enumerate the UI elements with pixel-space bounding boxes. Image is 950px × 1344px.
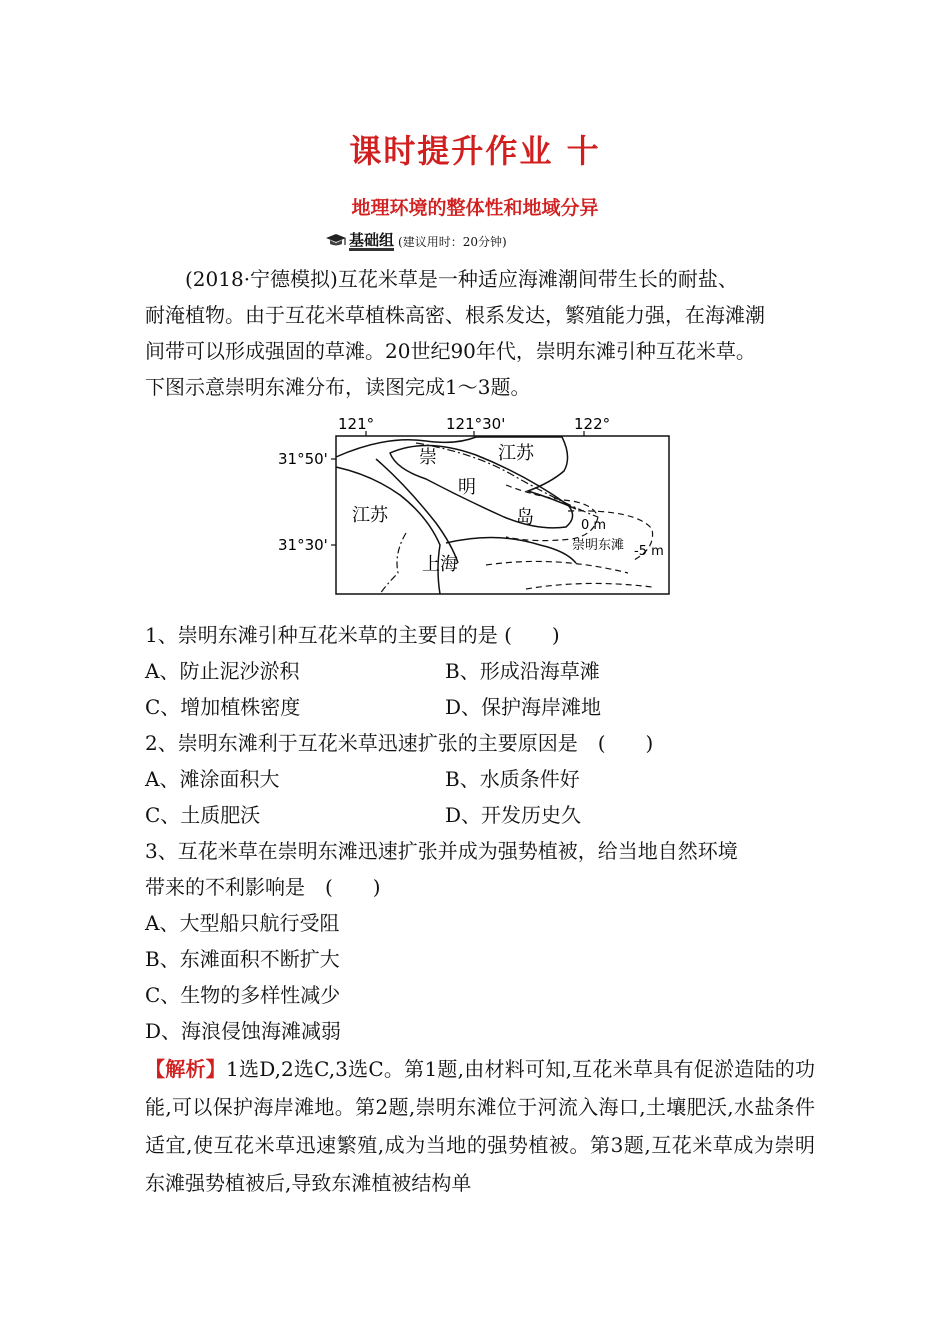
option: D、开发历史久 [445, 803, 582, 827]
longitude-label: 121°30' [446, 415, 506, 433]
island-label: 岛 [516, 507, 534, 528]
region-label-jiangsu: 江苏 [498, 443, 534, 464]
intro-passage [145, 261, 825, 405]
shanghai-coastline [446, 537, 576, 563]
option: D、保护海岸滩地 [445, 695, 602, 719]
group-name: 基础组 [349, 230, 395, 249]
option: B、水质条件好 [445, 767, 580, 791]
chongming-map [276, 413, 672, 601]
page-title: 课时提升作业 十 [349, 132, 601, 170]
option: A、滩涂面积大 [145, 767, 280, 791]
option: B、形成沿海草滩 [445, 659, 600, 683]
option-row [145, 689, 825, 725]
region-label-jiangsu: 江苏 [352, 505, 388, 526]
chongming-island [390, 445, 573, 527]
island-label: 明 [458, 477, 476, 498]
isobath-line [486, 561, 628, 573]
isobath-line [526, 583, 652, 589]
question-stem: 3、互花米草在崇明东滩迅速扩张并成为强势植被，给当地自然环境 [145, 839, 738, 863]
option-row [145, 653, 825, 689]
option: A、防止泥沙淤积 [145, 659, 300, 683]
question-stem: 1、崇明东滩引种互花米草的主要目的是 ( ) [145, 623, 560, 647]
analysis-tag: 【解析】 [145, 1057, 227, 1081]
option: A、大型船只航行受阻 [145, 911, 340, 935]
option: B、东滩面积不断扩大 [145, 947, 340, 971]
option-row [145, 797, 825, 833]
option-row [145, 761, 825, 797]
latitude-label: 31°30' [278, 536, 328, 554]
island-label: 崇 [419, 447, 437, 468]
isobath-label: 0 m [581, 518, 607, 533]
region-label-shanghai: 上海 [422, 554, 458, 575]
questions [145, 617, 825, 1049]
analysis-block [145, 1050, 815, 1202]
place-label-dongtan: 崇明东滩 [572, 538, 625, 553]
province-boundary [380, 533, 406, 594]
option: D、海浪侵蚀海滩减弱 [145, 1019, 342, 1043]
graduation-cap-icon [325, 233, 347, 249]
intro-line: (2018·宁德模拟)互花米草是一种适应海滩潮间带生长的耐盐、 [185, 267, 738, 291]
option: C、增加植株密度 [145, 695, 301, 719]
north-coastline [336, 437, 576, 509]
practice-group-header [325, 230, 625, 252]
longitude-label: 122° [574, 415, 611, 433]
latitude-label: 31°50' [278, 450, 328, 468]
longitude-label: 121° [338, 415, 375, 433]
suggested-time: (建议用时：20分钟) [398, 234, 507, 249]
isobath-label: -5 m [634, 544, 664, 559]
option: C、土质肥沃 [145, 803, 261, 827]
option: C、生物的多样性减少 [145, 983, 341, 1007]
intro-line: 间带可以形成强固的草滩。20世纪90年代，崇明东滩引种互花米草。 [145, 339, 756, 363]
analysis-text: 1选D,2选C,3选C。第1题,由材料可知,互花米草具有促淤造陆的功能,可以保护海岸滩地。第2题,崇明东滩位于河流入海口,土壤肥沃,水盐条件适宜,使互花米草迅速繁殖,成为当地的强势植被。第3题,互花米草成为崇明东滩强势植被后,导致东滩植被结构单 [145, 1057, 816, 1195]
page-subtitle: 地理环境的整体性和地域分异 [351, 197, 599, 219]
question-stem: 2、崇明东滩利于互花米草迅速扩张的主要原因是 ( ) [145, 731, 654, 755]
intro-line: 耐淹植物。由于互花米草植株高密、根系发达，繁殖能力强，在海滩潮 [145, 303, 765, 327]
intro-line: 下图示意崇明东滩分布，读图完成1～3题。 [145, 375, 531, 399]
question-stem: 带来的不利影响是 ( ) [145, 875, 381, 899]
